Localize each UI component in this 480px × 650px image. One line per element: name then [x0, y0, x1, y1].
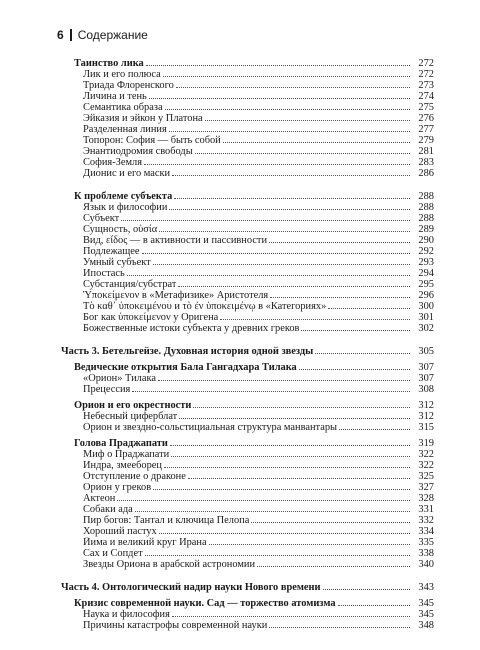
- dot-leader: [220, 319, 410, 320]
- toc-entry[interactable]: [74, 471, 434, 482]
- dot-leader: [257, 566, 410, 567]
- dot-leader: [174, 198, 410, 199]
- toc-page-number: 348: [418, 620, 434, 631]
- dot-leader: [339, 429, 410, 430]
- toc-page-number: 275: [418, 102, 434, 113]
- toc-page-number: 343: [418, 582, 434, 593]
- toc-entry-title: Лик и его полюса: [83, 69, 161, 80]
- dot-leader: [164, 467, 410, 468]
- toc-page-number: 293: [418, 257, 434, 268]
- toc-page-number: 302: [418, 323, 434, 334]
- toc-entry-title: Пир богов: Тантал и ключица Пелопа: [83, 515, 250, 526]
- toc-entry[interactable]: [74, 202, 434, 213]
- toc-entry-title: Небесный циферблат: [83, 411, 178, 422]
- toc-page-number: 272: [418, 69, 434, 80]
- dot-leader: [188, 478, 410, 479]
- toc-entry-title: Звезды Ориона в арабской астрономии: [83, 559, 256, 570]
- toc-section-heading[interactable]: [74, 362, 434, 373]
- toc-entry-title: Триада Флоренского: [83, 80, 174, 91]
- toc-entry-title: Разделенная линия: [83, 124, 167, 135]
- toc-entry-title: Наука и философия: [83, 609, 170, 620]
- toc-page-number: 288: [418, 191, 434, 202]
- toc-entry-title: Бог как ὑποκείμενον у Оригена: [83, 312, 219, 323]
- toc-entry-title: Эйказия и эйкон у Платона: [83, 113, 203, 124]
- dot-leader: [144, 164, 410, 165]
- toc-page-number: 289: [418, 224, 434, 235]
- toc-entry-title: Язык и философии: [83, 202, 168, 213]
- toc-entry[interactable]: [74, 257, 434, 268]
- dot-leader: [172, 175, 410, 176]
- toc-entry[interactable]: [74, 157, 434, 168]
- toc-page-number: 296: [418, 290, 434, 301]
- toc-entry-title: Сах и Сопдет: [83, 548, 143, 559]
- toc-section-heading[interactable]: [74, 58, 434, 69]
- toc-entry-title: Часть 3. Бетельгейзе. Духовная история одной звезды: [61, 346, 314, 357]
- toc-entry-title: Индра, змееборец: [83, 460, 162, 471]
- toc-entry[interactable]: [74, 493, 434, 504]
- dot-leader: [269, 242, 410, 243]
- toc-entry[interactable]: [74, 537, 434, 548]
- section-spacer: [74, 334, 434, 346]
- toc-entry-title: Орион у греков: [83, 482, 152, 493]
- toc-entry[interactable]: [74, 69, 434, 80]
- toc-page-number: 300: [418, 301, 434, 312]
- toc-page-number: 301: [418, 312, 434, 323]
- toc-entry-title: Причины катастрофы современной науки: [83, 620, 268, 631]
- toc-entry[interactable]: [74, 301, 434, 312]
- toc-entry[interactable]: [74, 548, 434, 559]
- toc-page-number: 274: [418, 91, 434, 102]
- toc-page-number: 292: [418, 246, 434, 257]
- toc-page-number: 322: [418, 449, 434, 460]
- toc-entry-title: Хороший пастух: [83, 526, 157, 537]
- toc-page-number: 281: [418, 146, 434, 157]
- dot-leader: [135, 511, 410, 512]
- toc-entry-title: Прецессия: [83, 384, 131, 395]
- toc-entry-title: София-Земля: [83, 157, 143, 168]
- section-spacer: [74, 570, 434, 582]
- toc-entry-title: Миф о Праджапати: [83, 449, 170, 460]
- toc-page-number: 290: [418, 235, 434, 246]
- toc-page-number: 307: [418, 362, 434, 373]
- toc-entry-title: Τὸ καθ᾽ ὑποκειμένου и τὸ ἐν ὑποκειμένῳ в «Категориях»: [83, 301, 327, 312]
- toc-entry[interactable]: [74, 460, 434, 471]
- toc-entry[interactable]: [74, 515, 434, 526]
- toc-entry[interactable]: [74, 224, 434, 235]
- dot-leader: [301, 330, 410, 331]
- dot-leader: [159, 533, 410, 534]
- toc-entry-title: Таинство лика: [74, 58, 144, 69]
- toc-entry-title: Ведические открытия Бала Гангадхара Тилака: [74, 362, 297, 373]
- toc-page-number: 283: [418, 157, 434, 168]
- toc-page-number: 286: [418, 168, 434, 179]
- dot-leader: [146, 65, 410, 66]
- dot-leader: [205, 120, 410, 121]
- toc-part-heading[interactable]: [61, 582, 434, 593]
- toc-entry-title: Ὑποκείμενον в «Метафизике» Аристотеля: [83, 290, 269, 301]
- toc-entry[interactable]: [74, 146, 434, 157]
- dot-leader: [323, 589, 410, 590]
- toc-entry-title: Орион и звездно-сольстициальная структура манвантары: [83, 422, 338, 433]
- toc-page-number: 308: [418, 384, 434, 395]
- toc-page-number: 312: [418, 411, 434, 422]
- toc-entry-title: К проблеме субъекта: [74, 191, 173, 202]
- running-header: [57, 28, 148, 42]
- toc-page-number: 272: [418, 58, 434, 69]
- toc-page-number: 279: [418, 135, 434, 146]
- dot-leader: [171, 456, 410, 457]
- dot-leader: [145, 555, 410, 556]
- toc-page-number: 334: [418, 526, 434, 537]
- toc-entry-title: Голова Праджапати: [74, 438, 168, 449]
- toc-section-heading[interactable]: [74, 598, 434, 609]
- toc-entry[interactable]: [74, 124, 434, 135]
- toc-page-number: 276: [418, 113, 434, 124]
- toc-entry-title: Семантика образа: [83, 102, 163, 113]
- dot-leader: [178, 286, 410, 287]
- toc-entry[interactable]: [74, 422, 434, 433]
- toc-entry[interactable]: [74, 373, 434, 384]
- toc-entry[interactable]: [74, 384, 434, 395]
- toc-page-number: 319: [418, 438, 434, 449]
- toc-entry[interactable]: [74, 113, 434, 124]
- toc-entry[interactable]: [74, 102, 434, 113]
- dot-leader: [179, 418, 410, 419]
- dot-leader: [169, 131, 410, 132]
- toc-entry-title: Подлежащее: [83, 246, 140, 257]
- dot-leader: [165, 109, 410, 110]
- toc-entry-title: Энантиодромия свободы: [83, 146, 193, 157]
- dot-leader: [315, 353, 410, 354]
- toc-page-number: 315: [418, 422, 434, 433]
- toc-page-number: 288: [418, 213, 434, 224]
- toc-entry[interactable]: [74, 213, 434, 224]
- toc-entry-title: Топорон: София — быть собой: [83, 135, 221, 146]
- toc-entry[interactable]: [74, 135, 434, 146]
- dot-leader: [142, 253, 411, 254]
- toc-entry-title: Часть 4. Онтологический надир науки Нового времени: [61, 582, 321, 593]
- toc-entry-title: Божественные истоки субъекта у древних греков: [83, 323, 300, 334]
- toc-entry-title: Личина и тень: [83, 91, 147, 102]
- toc-entry-title: Отступление о драконе: [83, 471, 186, 482]
- toc-section-heading[interactable]: [74, 438, 434, 449]
- toc-entry-title: Субстанция/субстрат: [83, 279, 177, 290]
- toc-entry[interactable]: [74, 312, 434, 323]
- dot-leader: [153, 489, 410, 490]
- toc-entry-title: Собаки ада: [83, 504, 133, 515]
- toc-page-number: 335: [418, 537, 434, 548]
- dot-leader: [328, 308, 410, 309]
- toc-entry[interactable]: [74, 449, 434, 460]
- toc-section-heading[interactable]: [74, 400, 434, 411]
- toc-entry[interactable]: [74, 504, 434, 515]
- toc-entry-title: Умный субъект: [83, 257, 151, 268]
- dot-leader: [127, 275, 410, 276]
- dot-leader: [169, 209, 410, 210]
- toc-entry[interactable]: [74, 482, 434, 493]
- toc-entry-title: Йима и великий круг Ирана: [83, 537, 207, 548]
- toc-entry-title: «Орион» Тилака: [83, 373, 156, 384]
- toc-entry[interactable]: [74, 91, 434, 102]
- toc-page-number: 273: [418, 80, 434, 91]
- toc-entry-title: Дионис и его маски: [83, 168, 171, 179]
- toc-entry[interactable]: [74, 168, 434, 179]
- dot-leader: [338, 605, 410, 606]
- toc-entry[interactable]: [74, 80, 434, 91]
- dot-leader: [121, 220, 410, 221]
- dot-leader: [132, 391, 410, 392]
- toc-entry-title: Сущность, οὐσία: [83, 224, 158, 235]
- toc-page-number: 288: [418, 202, 434, 213]
- toc-page-number: 345: [418, 609, 434, 620]
- toc-entry-title: Вид, εἶδος — в активности и пассивности: [83, 235, 268, 246]
- toc-part-heading[interactable]: [61, 346, 434, 357]
- dot-leader: [195, 153, 410, 154]
- toc-entry[interactable]: [74, 268, 434, 279]
- dot-leader: [209, 544, 410, 545]
- toc-page-number: 294: [418, 268, 434, 279]
- dot-leader: [270, 297, 410, 298]
- toc-entry[interactable]: [74, 526, 434, 537]
- toc-entry-title: Кризис современной науки. Сад — торжество атомизма: [74, 598, 336, 609]
- section-spacer: [74, 179, 434, 191]
- toc-entry[interactable]: [74, 323, 434, 334]
- header-divider: [70, 29, 72, 41]
- toc-entry[interactable]: [74, 235, 434, 246]
- dot-leader: [176, 87, 410, 88]
- dot-leader: [269, 627, 410, 628]
- toc-page-number: 345: [418, 598, 434, 609]
- dot-leader: [153, 264, 410, 265]
- table-of-contents: [61, 58, 434, 631]
- toc-section-heading[interactable]: [74, 191, 434, 202]
- toc-page-number: 325: [418, 471, 434, 482]
- toc-page-number: 328: [418, 493, 434, 504]
- toc-entry[interactable]: [74, 246, 434, 257]
- toc-entry[interactable]: [74, 620, 434, 631]
- running-title: Содержание: [77, 28, 148, 42]
- dot-leader: [223, 142, 410, 143]
- toc-page-number: 307: [418, 373, 434, 384]
- toc-page-number: 327: [418, 482, 434, 493]
- toc-entry[interactable]: [74, 290, 434, 301]
- toc-page-number: 295: [418, 279, 434, 290]
- dot-leader: [158, 380, 410, 381]
- toc-entry[interactable]: [74, 279, 434, 290]
- toc-entry-title: Субъект: [83, 213, 120, 224]
- dot-leader: [172, 616, 410, 617]
- toc-entry-title: Орион и его окрестности: [74, 400, 192, 411]
- toc-page-number: 332: [418, 515, 434, 526]
- toc-page-number: 338: [418, 548, 434, 559]
- dot-leader: [299, 369, 410, 370]
- toc-page-number: 312: [418, 400, 434, 411]
- toc-entry[interactable]: [74, 559, 434, 570]
- dot-leader: [251, 522, 410, 523]
- dot-leader: [193, 407, 410, 408]
- dot-leader: [163, 76, 410, 77]
- toc-page-number: 331: [418, 504, 434, 515]
- toc-page-number: 322: [418, 460, 434, 471]
- toc-entry[interactable]: [74, 411, 434, 422]
- dot-leader: [149, 98, 410, 99]
- toc-entry-title: Актеон: [83, 493, 116, 504]
- toc-entry[interactable]: [74, 609, 434, 620]
- toc-page-number: 305: [418, 346, 434, 357]
- toc-page-number: 340: [418, 559, 434, 570]
- toc-entry-title: Ипостась: [83, 268, 125, 279]
- dot-leader: [159, 231, 410, 232]
- dot-leader: [170, 445, 410, 446]
- toc-page-number: 277: [418, 124, 434, 135]
- dot-leader: [117, 500, 410, 501]
- page-number: 6: [57, 28, 64, 42]
